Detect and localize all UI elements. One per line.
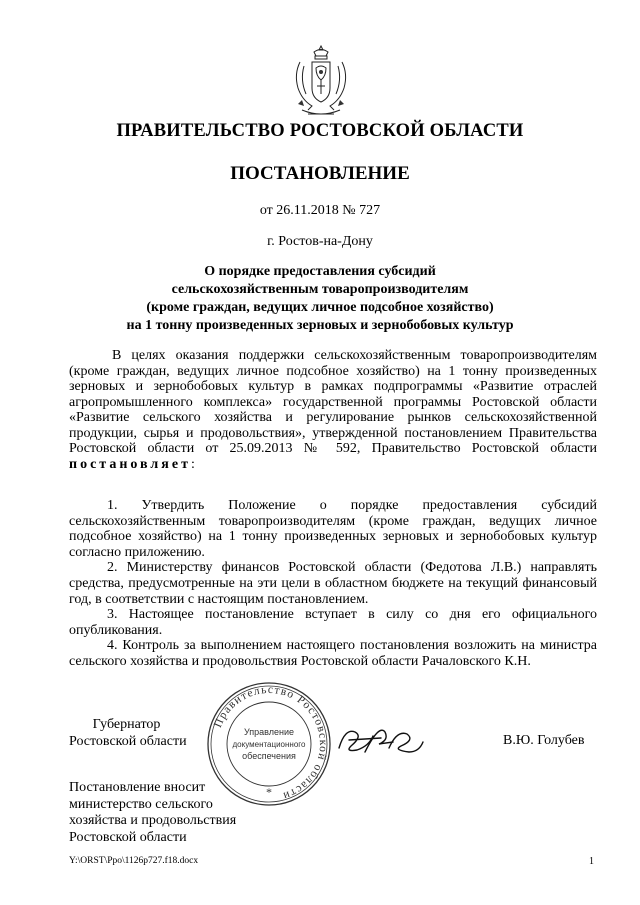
- decree-colon: :: [190, 456, 195, 472]
- decree-word: постановляет: [69, 456, 191, 472]
- document-place: г. Ростов-на-Дону: [267, 234, 373, 249]
- submitter-note: [69, 780, 259, 846]
- stamp-inner-line: Управление: [243, 727, 295, 737]
- signatory-title-line: Ростовской области: [69, 734, 187, 749]
- signatory-title: [69, 716, 187, 750]
- signatory-title-line: Губернатор: [92, 717, 161, 732]
- footer-page-number: 1: [589, 856, 594, 867]
- decree-items: [69, 498, 597, 670]
- submitter-line: хозяйства и продовольствия: [69, 813, 237, 828]
- signatory-name: В.Ю. Голубев: [503, 733, 585, 748]
- stamp-ring-text: Правительство Ростовской области: [212, 683, 330, 803]
- decree-item: 3. Настоящее постановление вступает в силу со дня его официального опубликования.: [69, 607, 597, 638]
- decree-item: 4. Контроль за выполнением настоящего постановления возложить на министра сельского хозяйства и продовольствия Ростовской области Рачаловского К.Н.: [69, 638, 597, 669]
- organization-title: ПРАВИТЕЛЬСТВО РОСТОВСКОЙ ОБЛАСТИ: [116, 121, 524, 141]
- footer-file-path: Y:\ORST\Ppo\1126p727.f18.docx: [69, 856, 199, 866]
- decree-item: 1. Утвердить Положение о порядке предоставления субсидий сельскохозяйственным товаропроизводителям (кроме граждан, ведущих личное подсобное хозяйство) на 1 тонну произведенных зерновых и зернобобовых культур согласно приложению.: [69, 498, 597, 560]
- handwritten-signature: [335, 718, 427, 760]
- subject-line: на 1 тонну произведенных зерновых и зернобобовых культур: [126, 318, 514, 333]
- submitter-line: Ростовской области: [69, 829, 187, 845]
- subject-line: (кроме граждан, ведущих личное подсобное хозяйство): [146, 300, 494, 315]
- document-date-number: от 26.11.2018 № 727: [259, 203, 381, 218]
- stamp-inner-line: обеспечения: [242, 751, 296, 761]
- decree-item: 2. Министерству финансов Ростовской области (Федотова Л.В.) направлять средства, предусмотренные на эти цели в областном бюджете на текущий финансовый год, в соответствии с настоящим постановлением.: [69, 560, 597, 607]
- stamp-inner-line: документационного: [232, 740, 306, 749]
- preamble: [69, 348, 597, 472]
- document-subject: [0, 263, 640, 335]
- submitter-line: министерство сельского: [69, 796, 213, 812]
- subject-line: О порядке предоставления субсидий: [204, 264, 436, 279]
- subject-line: сельскохозяйственным товаропроизводителям: [171, 282, 469, 297]
- preamble-text: В целях оказания поддержки сельскохозяйственным товаропроизводителям (кроме граждан, ведущих личное подсобное хозяйство) на 1 тонну произведенных зерновых и зернобобовых культур в рамках подпрограммы «Развитие отраслей агропромышленного комплекса» государственной программы Ростовской области «Развитие сельского хозяйства и регулирование рынков сельскохозяйственной продукции, сырья и продовольствия», утвержденной постановлением Правительства Ростовской области от 25.09.2013 № 592, Правительство Ростовской области: [69, 348, 597, 456]
- document-type: ПОСТАНОВЛЕНИЕ: [230, 163, 410, 184]
- submitter-line: Постановление вносит: [69, 780, 206, 795]
- stamp-star: *: [266, 785, 272, 799]
- coat-of-arms-icon: [290, 44, 352, 118]
